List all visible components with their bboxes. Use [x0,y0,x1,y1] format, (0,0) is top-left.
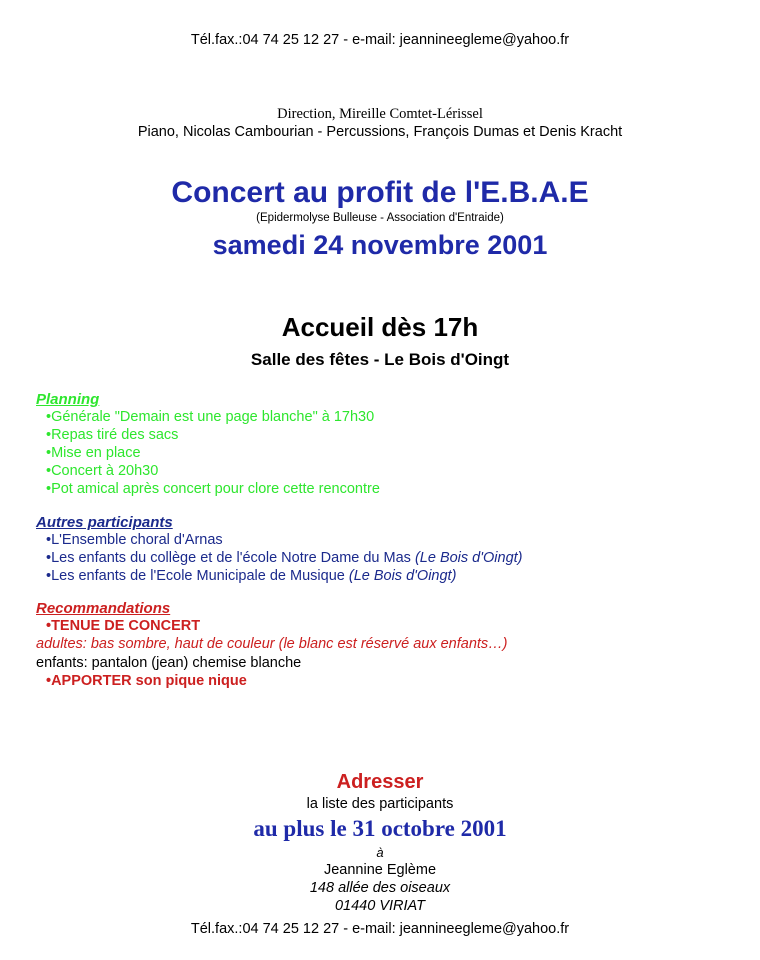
accueil-heading: Accueil dès 17h [281,312,479,342]
participant-item [46,550,523,566]
adresser-title: Adresser [336,771,424,793]
concert-title: Concert au profit de l'E.B.A.E [171,176,589,209]
apporter-line: •APPORTER son pique nique [46,673,247,689]
planning-item: •Mise en place [46,445,141,461]
participant-item [46,568,456,584]
recommandations-title: Recommandations [36,600,171,617]
planning-title: Planning [36,391,100,408]
planning-item: •Pot amical après concert pour clore cette rencontre [46,481,380,497]
participant-note: (Le Bois d'Oingt) [414,550,523,566]
contact-top: Tél.fax.:04 74 25 12 27 - e-mail: jeannineegleme@yahoo.fr [190,32,570,48]
adresser-a: à [376,845,384,860]
participant-text: •Les enfants de l'Ecole Municipale de Musique [46,568,349,584]
participant-text: •L'Ensemble choral d'Arnas [46,532,223,548]
concert-date: samedi 24 novembre 2001 [212,230,548,260]
musicians-line: Piano, Nicolas Cambourian - Percussions, François Dumas et Denis Kracht [137,124,623,140]
concert-subtitle: (Epidermolyse Bulleuse - Association d'Entraide) [256,212,504,224]
enfants-line: enfants: pantalon (jean) chemise blanche [36,655,302,671]
recipient-name: Jeannine Eglème [323,862,437,878]
adresser-list: la liste des participants [306,796,454,812]
contact-bottom: Tél.fax.:04 74 25 12 27 - e-mail: jeannineegleme@yahoo.fr [190,921,570,937]
planning-item: •Concert à 20h30 [46,463,159,479]
planning-item: •Générale "Demain est une page blanche" à 17h30 [46,409,375,425]
venue-line: Salle des fêtes - Le Bois d'Oingt [250,350,510,369]
participants-title: Autres participants [36,514,173,531]
direction-line: Direction, Mireille Comtet-Lérissel [277,106,483,122]
participant-text: •Les enfants du collège et de l'école Notre Dame du Mas [46,550,415,566]
participant-note: (Le Bois d'Oingt) [348,568,457,584]
recipient-street: 148 allée des oiseaux [309,880,451,896]
recipient-city: 01440 VIRIAT [334,898,425,914]
adresser-deadline: au plus le 31 octobre 2001 [253,816,507,841]
planning-item: •Repas tiré des sacs [46,427,179,443]
adultes-line: adultes: bas sombre, haut de couleur (le blanc est réservé aux enfants…) [36,636,508,652]
tenue-line: •TENUE DE CONCERT [46,618,201,634]
participant-item [46,532,223,548]
